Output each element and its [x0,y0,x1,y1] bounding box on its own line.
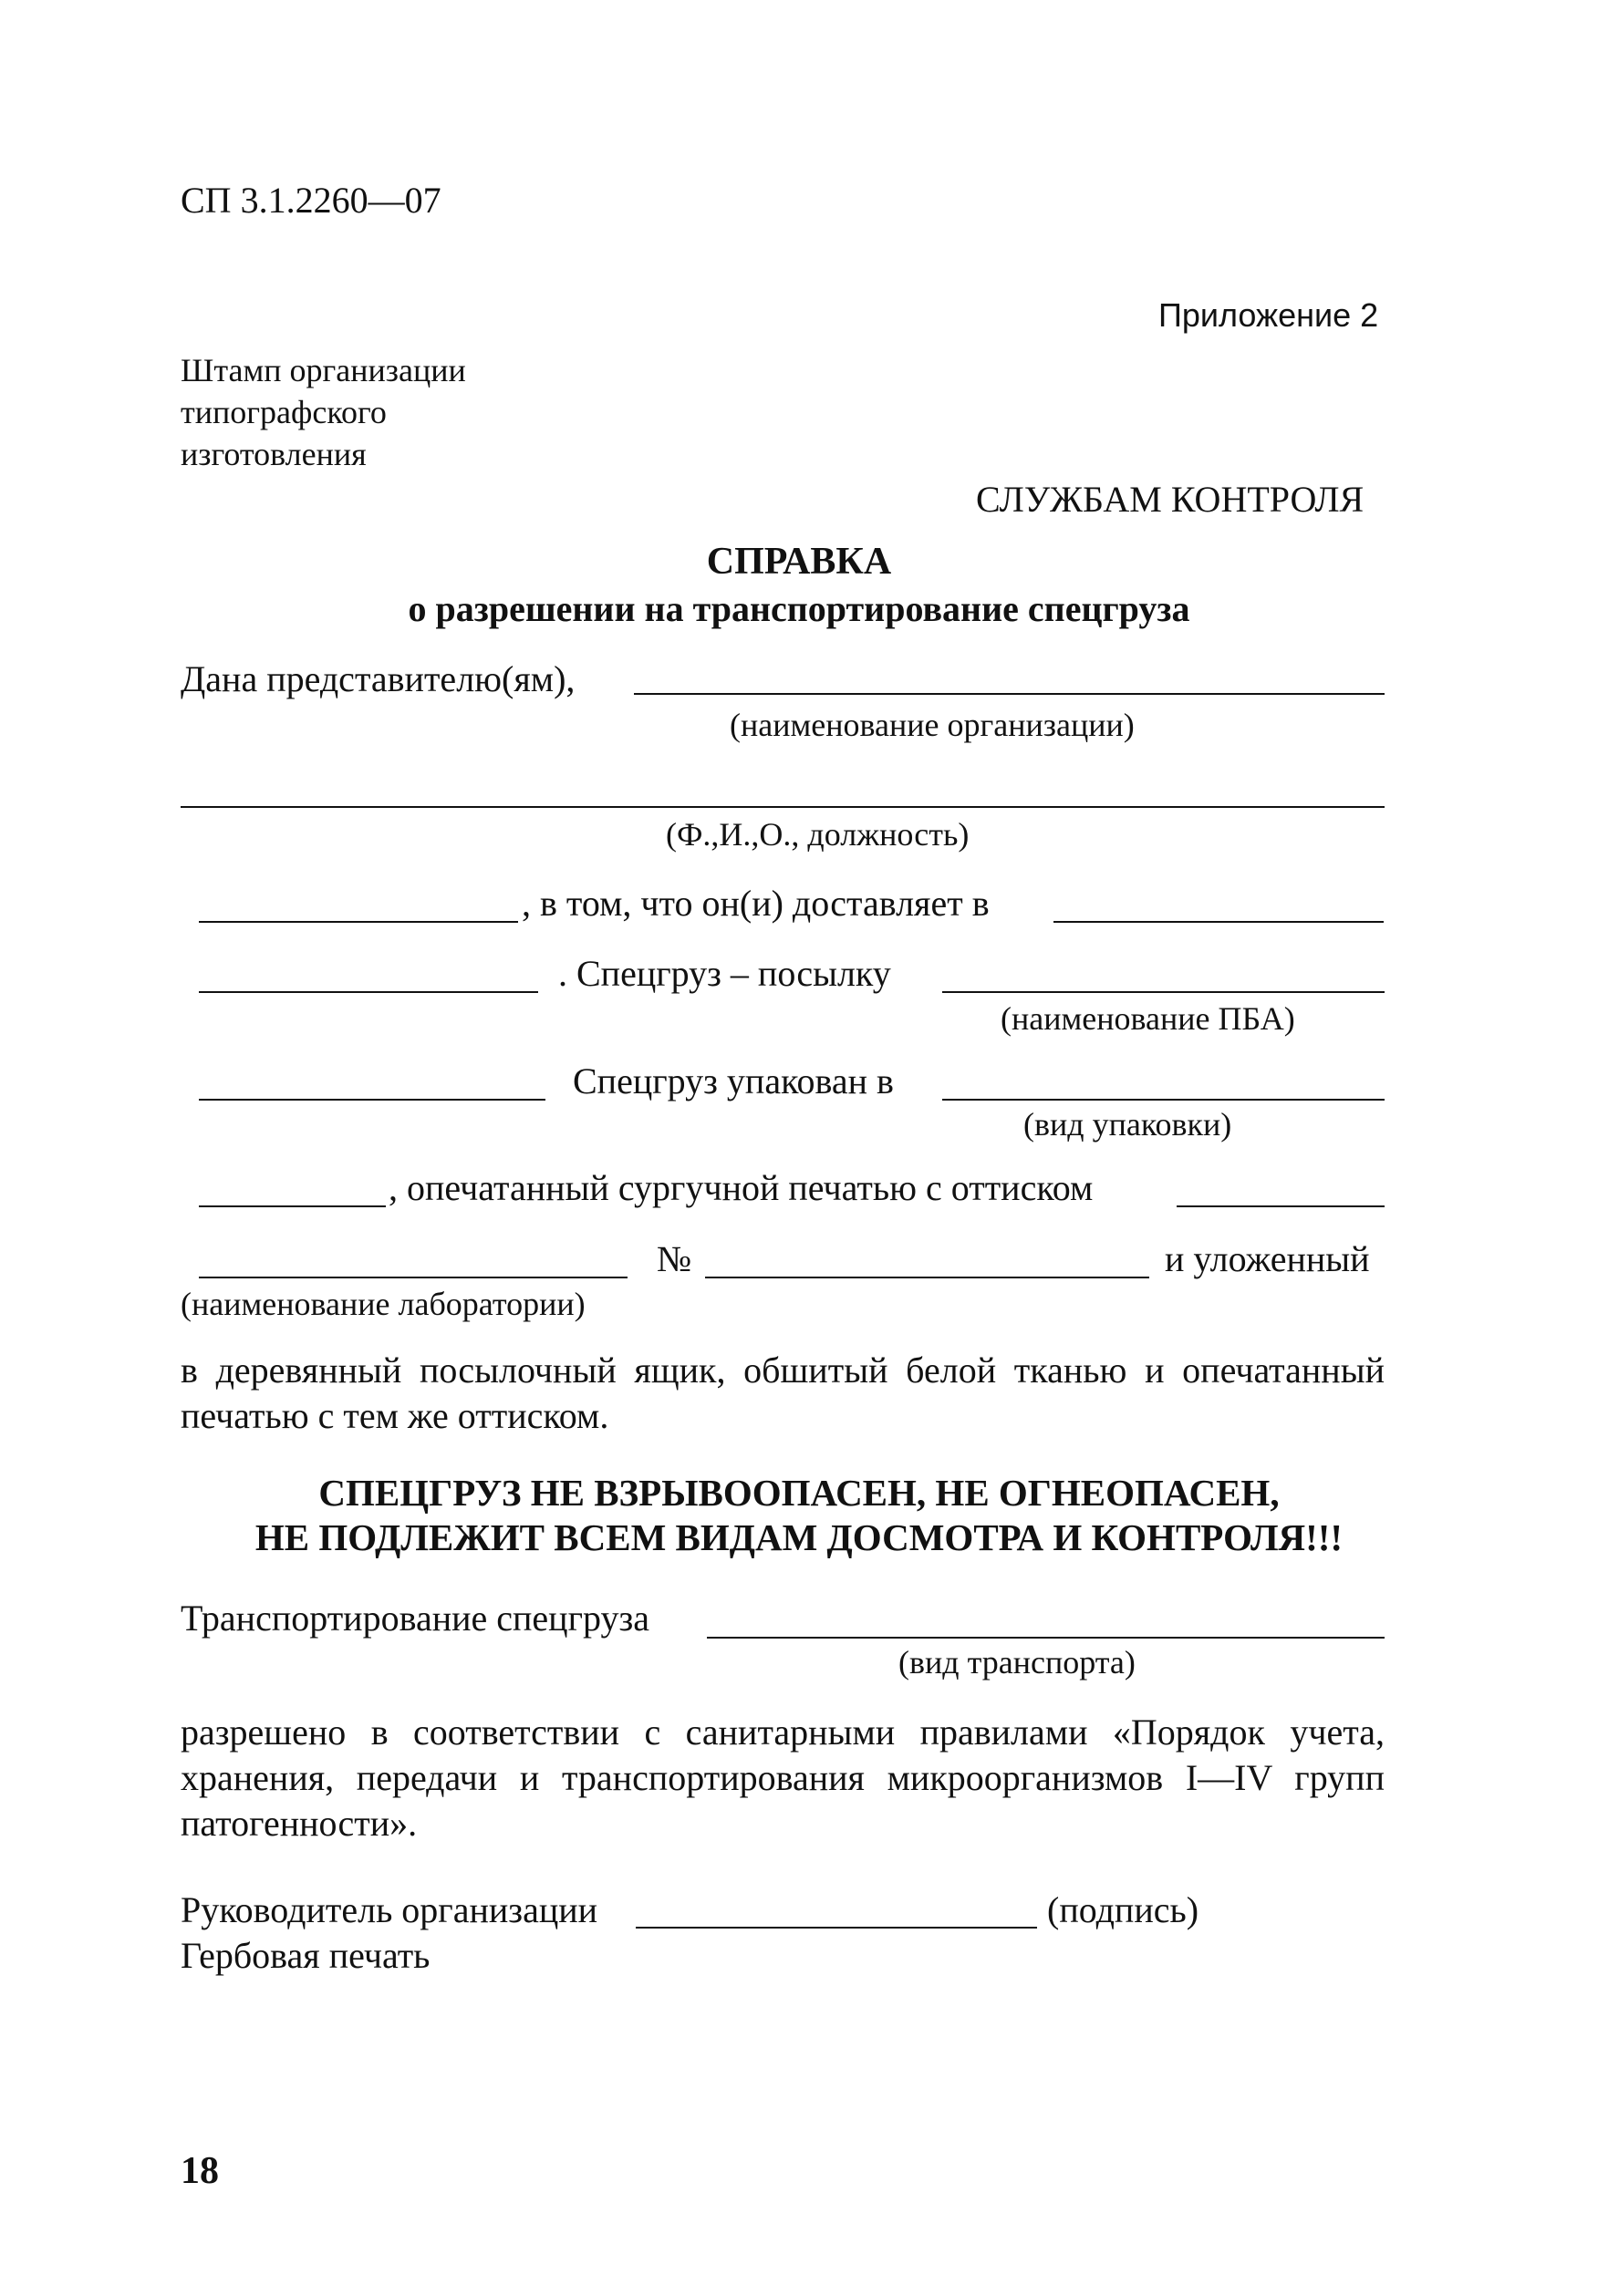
packing-type-blank [942,1099,1385,1101]
parcel-text: . Спецгруз – посылку [558,953,891,994]
destination-blank [199,991,538,993]
warning-line-1: СПЕЦГРУЗ НЕ ВЗРЫВООПАСЕН, НЕ ОГНЕОПАСЕН, [318,1472,1280,1514]
pba-name-blank [942,991,1385,993]
seal-text: , опечатанный сургучной печатью с оттиском [389,1167,1094,1208]
seal-prefix-blank [199,1205,386,1207]
packing-prefix-blank [199,1099,545,1101]
stamp-line-2: типографского [181,394,387,430]
transport-type-blank [707,1637,1385,1639]
organization-name-blank [634,693,1385,695]
document-code: СП 3.1.2260—07 [181,180,441,221]
signature-blank [636,1927,1037,1929]
number-sign: № [657,1238,692,1279]
seal-imprint-blank [1177,1205,1385,1207]
signature-caption: (подпись) [1047,1889,1199,1930]
packing-type-caption: (вид упаковки) [1023,1106,1232,1143]
permission-paragraph: разрешено в соответствии с санитарными правилами «Порядок учета, хранения, передачи и транспортирования микроорганизмов I—IV групп патогенности». [181,1712,1385,1844]
official-seal-label: Гербовая печать [181,1935,431,1976]
pba-name-caption: (наименование ПБА) [1001,1000,1295,1037]
delivery-date-blank [199,921,518,923]
recipient-label: Дана представителю(ям), [181,658,576,699]
appendix-label: Приложение 2 [1158,296,1379,334]
delivery-destination-blank [1053,921,1384,923]
organization-name-caption: (наименование организации) [730,707,1135,743]
transport-label: Транспортирование спецгруза [181,1598,650,1639]
laboratory-name-caption: (наименование лаборатории) [181,1286,586,1322]
warning-line-2: НЕ ПОДЛЕЖИТ ВСЕМ ВИДАМ ДОСМОТРА И КОНТРОЛЯ!!! [254,1516,1344,1558]
stamp-line-1: Штамп организации [181,352,466,388]
document-title: СПРАВКА [706,541,892,583]
document-subtitle: о разрешении на транспортирование спецгруза [408,588,1190,629]
placed-text: и уложенный [1165,1238,1370,1279]
head-of-organization-label: Руководитель организации [181,1889,598,1930]
addressee: СЛУЖБАМ КОНТРОЛЯ [976,479,1365,520]
delivery-text: , в том, что он(и) доставляет в [522,883,990,924]
transport-type-caption: (вид транспорта) [898,1644,1136,1681]
page-number: 18 [181,2150,219,2192]
seal-number-blank [705,1277,1149,1278]
full-name-position-blank [181,806,1385,808]
laboratory-name-blank [199,1277,628,1278]
packing-text: Спецгруз упакован в [573,1060,894,1101]
packing-description-paragraph: в деревянный посылочный ящик, обшитый белой тканью и опечатанный печатью с тем же оттиском. [181,1350,1385,1436]
full-name-position-caption: (Ф.,И.,О., должность) [666,816,970,853]
stamp-line-3: изготовления [181,436,367,472]
